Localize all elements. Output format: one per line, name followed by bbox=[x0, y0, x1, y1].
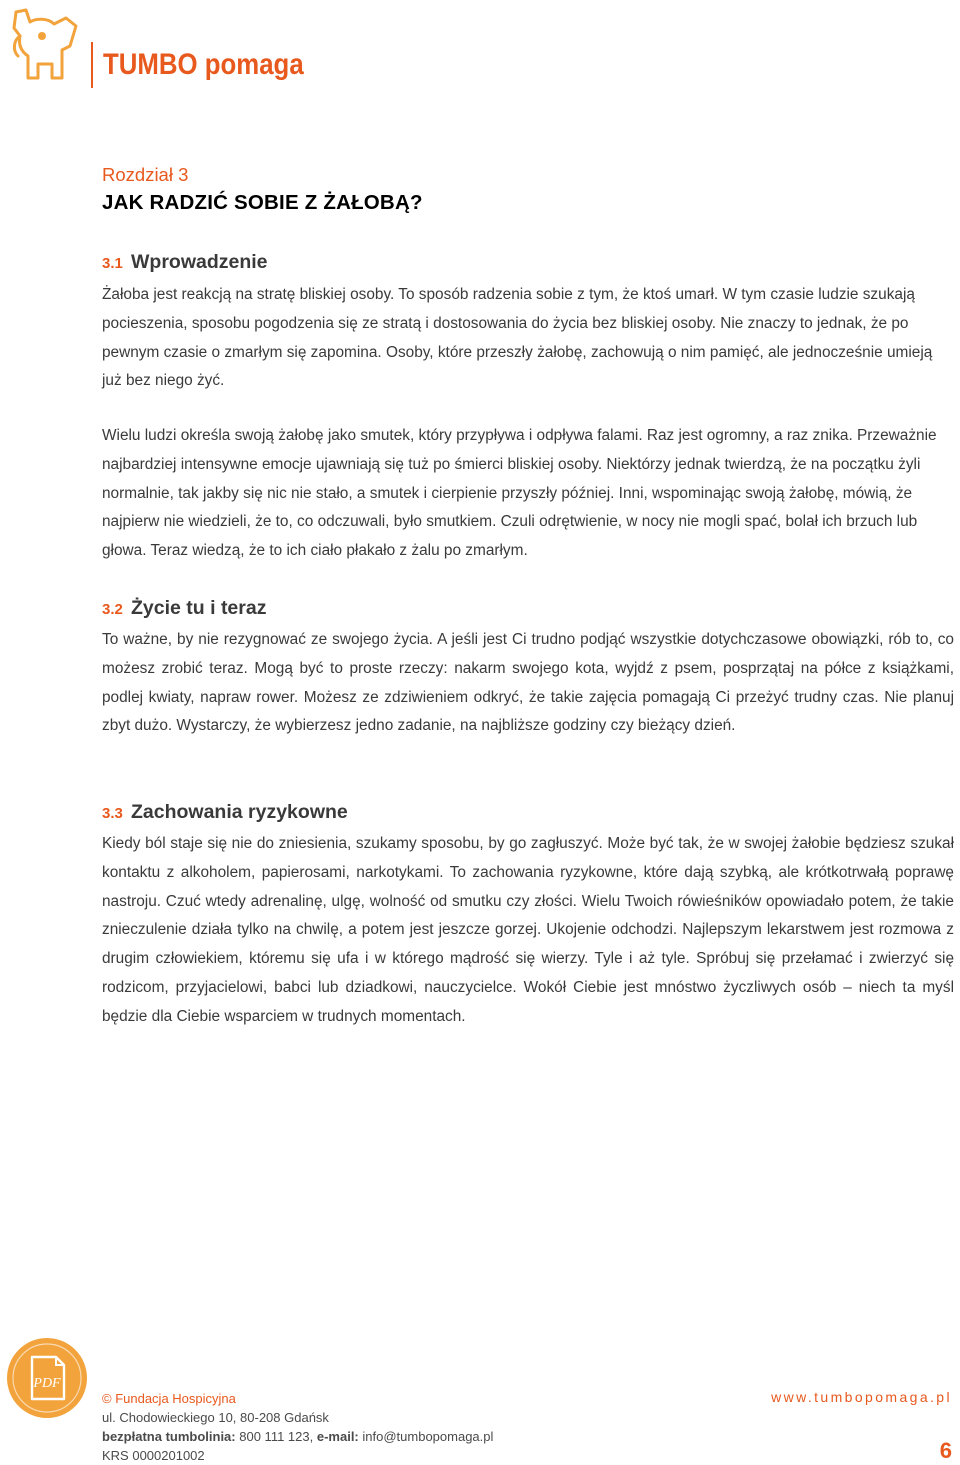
brand-logo-text[interactable]: TUMBO pomaga bbox=[103, 48, 304, 81]
svg-text:PDF: PDF bbox=[33, 1376, 61, 1391]
chapter-title: JAK RADZIĆ SOBIE Z ŻAŁOBĄ? bbox=[102, 191, 423, 214]
section-3-2-paragraph-1: To ważne, by nie rezygnować ze swojego życia. A jeśli jest Ci trudno podjąć wszystkie dotychczasowe obowiązki, rób to, co możesz zrobić teraz. Mogą być to proste rzeczy: nakarm swojego kota, wyjdź z psem, posprzątaj na półce z książkami, podlej kwiaty, napraw rower. Możesz ze zdziwieniem odkryć, że takie zajęcia pomagają Ci przeżyć trudny czas. Nie planuj zbyt dużo. Wystarczy, że wybierzesz jedno zadanie, na najbliższe godziny czy bieżący dzień. bbox=[102, 631, 954, 735]
email-link[interactable]: info@tumbopomaga.pl bbox=[362, 1429, 494, 1444]
footer-helpline-line bbox=[102, 1427, 493, 1446]
section-number: 3.3 bbox=[102, 805, 123, 822]
elephant-logo-icon bbox=[8, 6, 82, 90]
email-label: e-mail: bbox=[316, 1429, 359, 1444]
footer-address: ul. Chodowieckiego 10, 80-208 Gdańsk bbox=[102, 1410, 329, 1425]
footer-organization: © Fundacja Hospicyjna bbox=[102, 1391, 236, 1406]
page-number: 6 bbox=[939, 1438, 952, 1463]
helpline-number[interactable]: 800 111 123, bbox=[239, 1429, 314, 1444]
section-3-1-paragraph-2: Wielu ludzi określa swoją żałobę jako smutek, który przypływa i odpływa falami. Raz jest ogromny, a raz znika. Przeważnie najbardziej intensywne emocje ujawniają się tuż po śmierci bliskiej osoby. Niektórzy jednak twierdzą, że na początku żyli normalnie, tak jakby się nic nie stało, a smutek i cierpienie przyszły później. Inni, wspominając swoją żałobę, mówią, że najpierw nie wiedzieli, że to, co odczuwali, było smutkiem. Czuli odrętwienie, w nocy nie mogli spać, bolał ich brzuch lub głowa. Teraz wiedzą, że to ich ciało płakało z żalu po zmarłym. bbox=[102, 427, 937, 560]
footer-contact bbox=[102, 1389, 493, 1465]
helpline-label: bezpłatna tumbolinia: bbox=[102, 1429, 236, 1444]
section-heading-3-1 bbox=[102, 251, 268, 274]
section-3-1-paragraph-1: Żałoba jest reakcją na stratę bliskiej osoby. To sposób radzenia sobie z tym, że ktoś umarł. W tym czasie ludzie szukają pocieszenia, sposobu pogodzenia się ze stratą i dostosowania do życia bez bliskiej osoby. Nie znaczy to jednak, że po pewnym czasie o zmarłym się zapomina. Osoby, które przeszły żałobę, zachowują o nim pamięć, ale jednocześnie umieją już bez niego żyć. bbox=[102, 286, 933, 390]
section-number: 3.2 bbox=[102, 601, 123, 618]
section-heading-3-2 bbox=[102, 597, 266, 620]
section-title: Wprowadzenie bbox=[131, 251, 268, 273]
section-3-3-paragraph-1: Kiedy ból staje się nie do zniesienia, szukamy sposobu, by go zagłuszyć. Może być tak, że w swojej żałobie będziesz szukał kontaktu z alkoholem, papierosami, narkotykami. To zachowania ryzykowne, które dają szybką, ale krótkotrwałą poprawę nastroju. Czuć wtedy adrenalinę, ulgę, wolność od smutku czy złości. Wielu Twoich rówieśników opowiadało potem, że takie znieczulenie działa tylko na chwilę, a potem jest jeszcze gorzej. Ukojenie odchodzi. Najlepszym lekarstwem jest rozmowa z drugim człowiekiem, któremu się ufa i w którego mądrość się wierzy. Tyle i aż tyle. Spróbuj się przełamać i zwierzyć się rodzicom, przyjacielowi, babci lub dziadkowi, nauczycielce. Wokół Ciebie jest mnóstwo życzliwych osób – niech ta myśl będzie dla Ciebie wsparciem w trudnych momentach. bbox=[102, 835, 954, 1025]
section-title: Życie tu i teraz bbox=[131, 597, 267, 619]
pdf-document-icon bbox=[6, 1337, 88, 1419]
logo-separator bbox=[91, 42, 93, 88]
website-link[interactable]: www.tumbopomaga.pl bbox=[771, 1389, 952, 1405]
chapter-label: Rozdział 3 bbox=[102, 164, 189, 185]
section-heading-3-3 bbox=[102, 801, 348, 824]
section-number: 3.1 bbox=[102, 255, 123, 272]
section-title: Zachowania ryzykowne bbox=[131, 801, 348, 823]
footer-krs: KRS 0000201002 bbox=[102, 1448, 205, 1463]
